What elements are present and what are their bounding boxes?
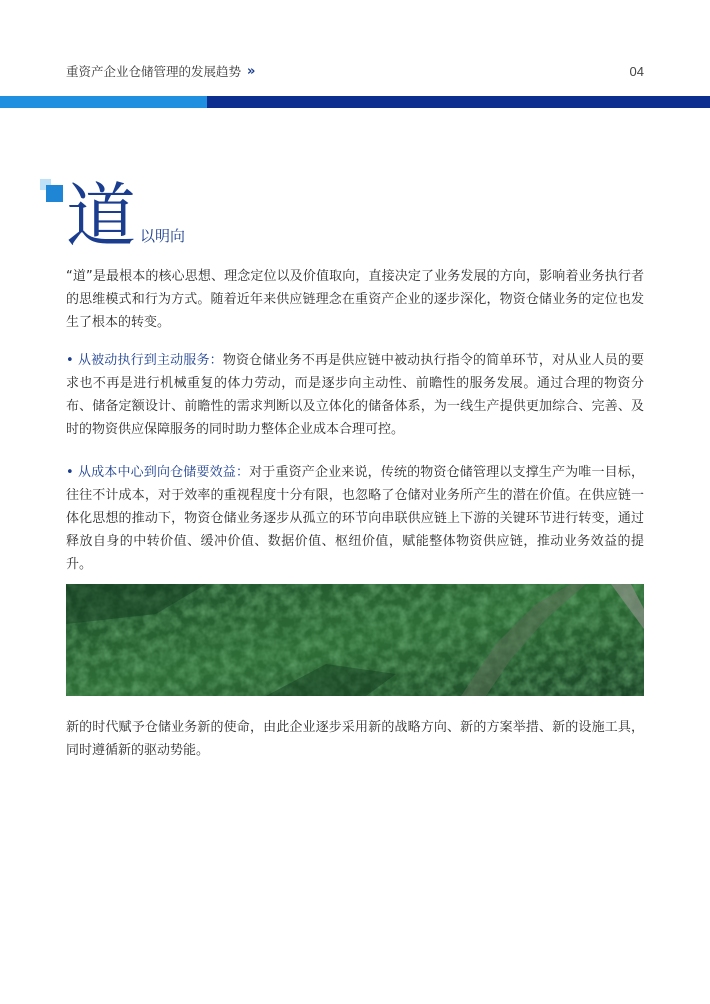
header-title-group: [66, 62, 252, 80]
forest-aerial-photo: [66, 584, 644, 696]
forest-illustration: [66, 584, 644, 696]
double-chevron-icon: »: [247, 63, 253, 79]
page-header: [66, 62, 644, 80]
header-band-light: [0, 96, 207, 108]
section-big-character: 道: [66, 175, 136, 257]
header-title: 重资产企业仓储管理的发展趋势: [66, 64, 242, 79]
point-2-body: 对于重资产企业来说，传统的物资仓储管理以支撑生产为唯一目标，往往不计成本，对于效率的重视程度十分有限，也忽略了仓储对业务所产生的潜在价值。在供应链一体化思想的推动下，物资仓储业务逐步从孤立的环节向串联供应链上下游的关键环节进行转变，通过释放自身的中转价值、缓冲价值、数据价值、枢纽价值，赋能整体物资供应链，推动业务效益的提升。: [66, 465, 644, 572]
point-1-lead: • 从被动执行到主动服务：: [66, 353, 223, 368]
page-number: 04: [629, 63, 644, 79]
header-band-dark: [207, 96, 710, 108]
decorative-square-dark: [46, 185, 63, 202]
section-subtitle: 以明向: [140, 227, 186, 245]
point-1-body: 物资仓储业务不再是供应链中被动执行指令的简单环节，对从业人员的要求也不再是进行机械重复的体力劳动，而是逐步向主动性、前瞻性的服务发展。通过合理的物资分布、储备定额设计、前瞻性的需求判断以及立体化的储备体系，为一线生产提供更加综合、完善、及时的物资供应保障服务的同时助力整体企业成本合理可控。: [66, 353, 644, 437]
intro-paragraph: “道”是最根本的核心思想、理念定位以及价值取向，直接决定了业务发展的方向，影响着业务执行者的思维模式和行为方式。随着近年来供应链理念在重资产企业的逐步深化，物资仓储业务的定位也发生了根本的转变。: [66, 269, 644, 330]
closing-paragraph: 新的时代赋予仓储业务新的使命，由此企业逐步采用新的战略方向、新的方案举措、新的设施工具，同时遵循新的驱动势能。: [66, 720, 644, 758]
point-paragraph-1: [66, 349, 644, 441]
point-2-lead: • 从成本中心到向仓储要效益：: [66, 465, 250, 480]
point-paragraph-2: [66, 461, 644, 576]
